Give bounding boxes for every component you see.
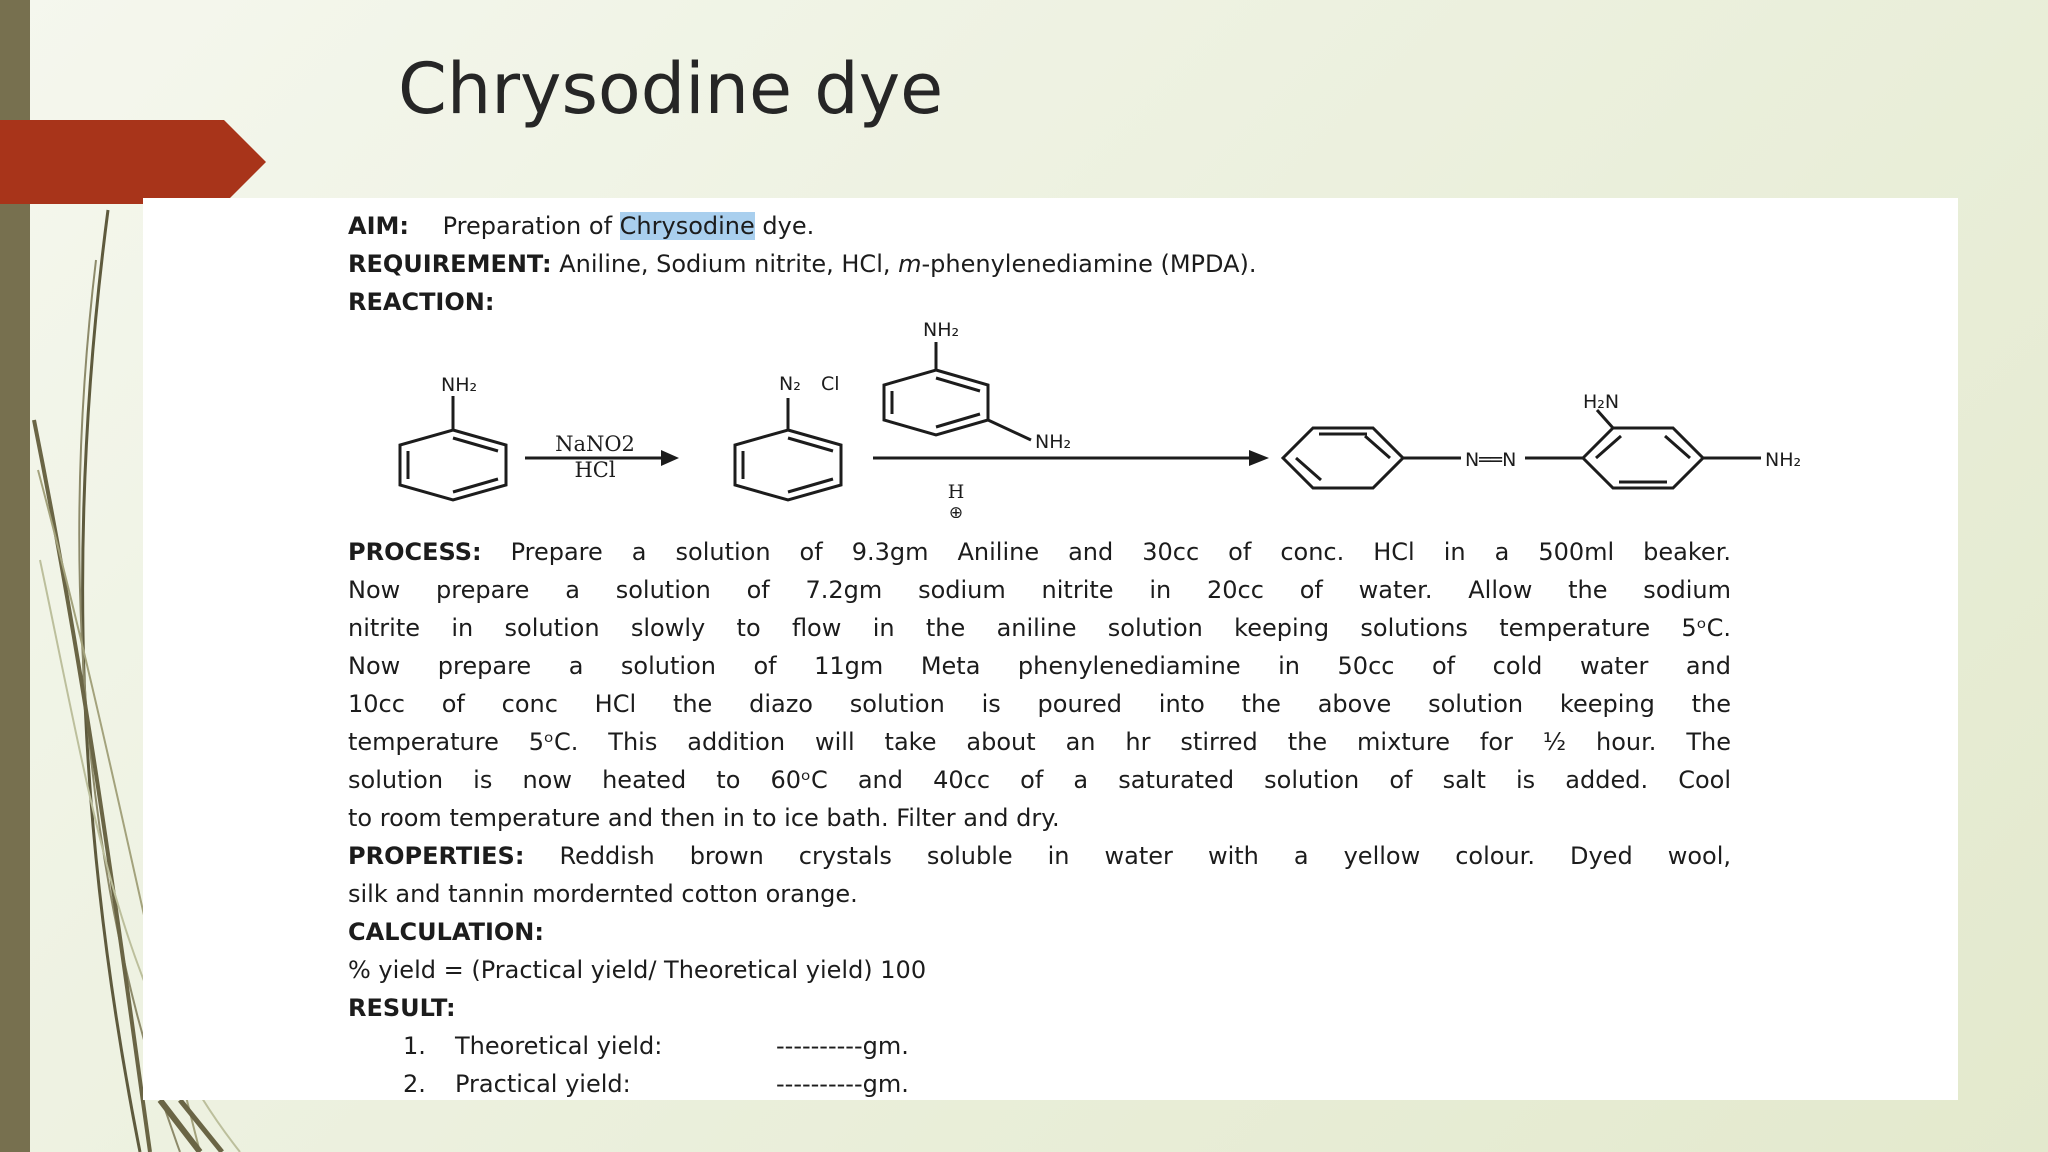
- result-label: RESULT:: [348, 994, 456, 1022]
- result-value-1: ----------gm.: [776, 1032, 909, 1060]
- product-ortho-amine-label: H₂N: [1583, 391, 1620, 413]
- reaction-label: REACTION:: [348, 288, 495, 316]
- catalyst-h-label: H: [947, 481, 965, 503]
- aim-text-pre: Preparation of: [442, 212, 620, 240]
- result-value-2: ----------gm.: [776, 1070, 909, 1098]
- reagent-bottom-label: HCl: [574, 458, 616, 482]
- requirement-label: REQUIREMENT:: [348, 250, 552, 278]
- requirement-text-post: -phenylenediamine (MPDA).: [921, 250, 1257, 278]
- mpda-meta-amine-label: NH₂: [1035, 431, 1072, 453]
- diazonium-ring: [735, 430, 841, 500]
- process-line-8: to room temperature and then in to ice bath. Filter and dry.: [348, 804, 1060, 832]
- diazonium-n-label: N₂: [779, 373, 801, 395]
- properties-label: PROPERTIES:: [348, 842, 525, 870]
- requirement-text-pre: Aniline, Sodium nitrite, HCl,: [551, 250, 899, 278]
- result-label-1: Theoretical yield:: [455, 1032, 663, 1060]
- reagent-top-label: NaNO2: [555, 432, 635, 456]
- aim-label: AIM:: [348, 212, 409, 240]
- catalyst-plus-sign: ⊕: [948, 503, 964, 518]
- process-line-1: [348, 538, 1731, 566]
- result-label-2: Practical yield:: [455, 1070, 631, 1098]
- mpda-top-amine-label: NH₂: [923, 319, 960, 341]
- document-panel: [143, 198, 1958, 1100]
- slide-title: Chrysodine dye: [398, 48, 944, 130]
- process-line-3: nitrite in solution slowly to flow in the aniline solution keeping solutions temperature 5ᵒC.: [348, 614, 1731, 642]
- title-accent-arrow: [0, 120, 270, 204]
- aim-line: [348, 212, 814, 240]
- product-diamine-ring: [1583, 428, 1703, 488]
- process-line-2: Now prepare a solution of 7.2gm sodium nitrite in 20cc of water. Allow the sodium: [348, 576, 1731, 604]
- requirement-line: [348, 250, 1256, 278]
- properties-line-2: silk and tannin mordernted cotton orange.: [348, 880, 858, 908]
- process-label: PROCESS:: [348, 538, 482, 566]
- azo-link-label: N══N: [1465, 449, 1517, 471]
- calculation-label: CALCULATION:: [348, 918, 544, 946]
- aniline-ring: [400, 430, 506, 500]
- result-number-1: 1.: [403, 1032, 426, 1060]
- aim-text-post: dye.: [754, 212, 815, 240]
- process-line-5: 10cc of conc HCl the diazo solution is poured into the above solution keeping the: [348, 690, 1731, 718]
- properties-line-1: [348, 842, 1731, 870]
- mpda-ring: [884, 370, 988, 435]
- result-number-2: 2.: [403, 1070, 426, 1098]
- requirement-italic: m: [898, 250, 922, 278]
- product-benzene-ring: [1283, 428, 1403, 488]
- aim-highlighted-word: Chrysodine: [619, 212, 755, 240]
- reaction-scheme: [343, 318, 1903, 518]
- process-text-1: Prepare a solution of 9.3gm Aniline and 30cc of conc. HCl in a 500ml beaker.: [481, 538, 1731, 566]
- properties-text-1: Reddish brown crystals soluble in water with a yellow colour. Dyed wool,: [524, 842, 1731, 870]
- process-line-7: solution is now heated to 60ᵒC and 40cc of a saturated solution of salt is added. Cool: [348, 766, 1731, 794]
- diazonium-cl-label: Cl: [821, 373, 840, 395]
- process-line-4: Now prepare a solution of 11gm Meta phenylenediamine in 50cc of cold water and: [348, 652, 1731, 680]
- product-para-amine-label: NH₂: [1765, 449, 1802, 471]
- process-line-6: temperature 5ᵒC. This addition will take about an hr stirred the mixture for ½ hour. The: [348, 728, 1731, 756]
- aniline-amine-label: NH₂: [441, 374, 478, 396]
- calculation-formula: % yield = (Practical yield/ Theoretical yield) 100: [348, 956, 927, 984]
